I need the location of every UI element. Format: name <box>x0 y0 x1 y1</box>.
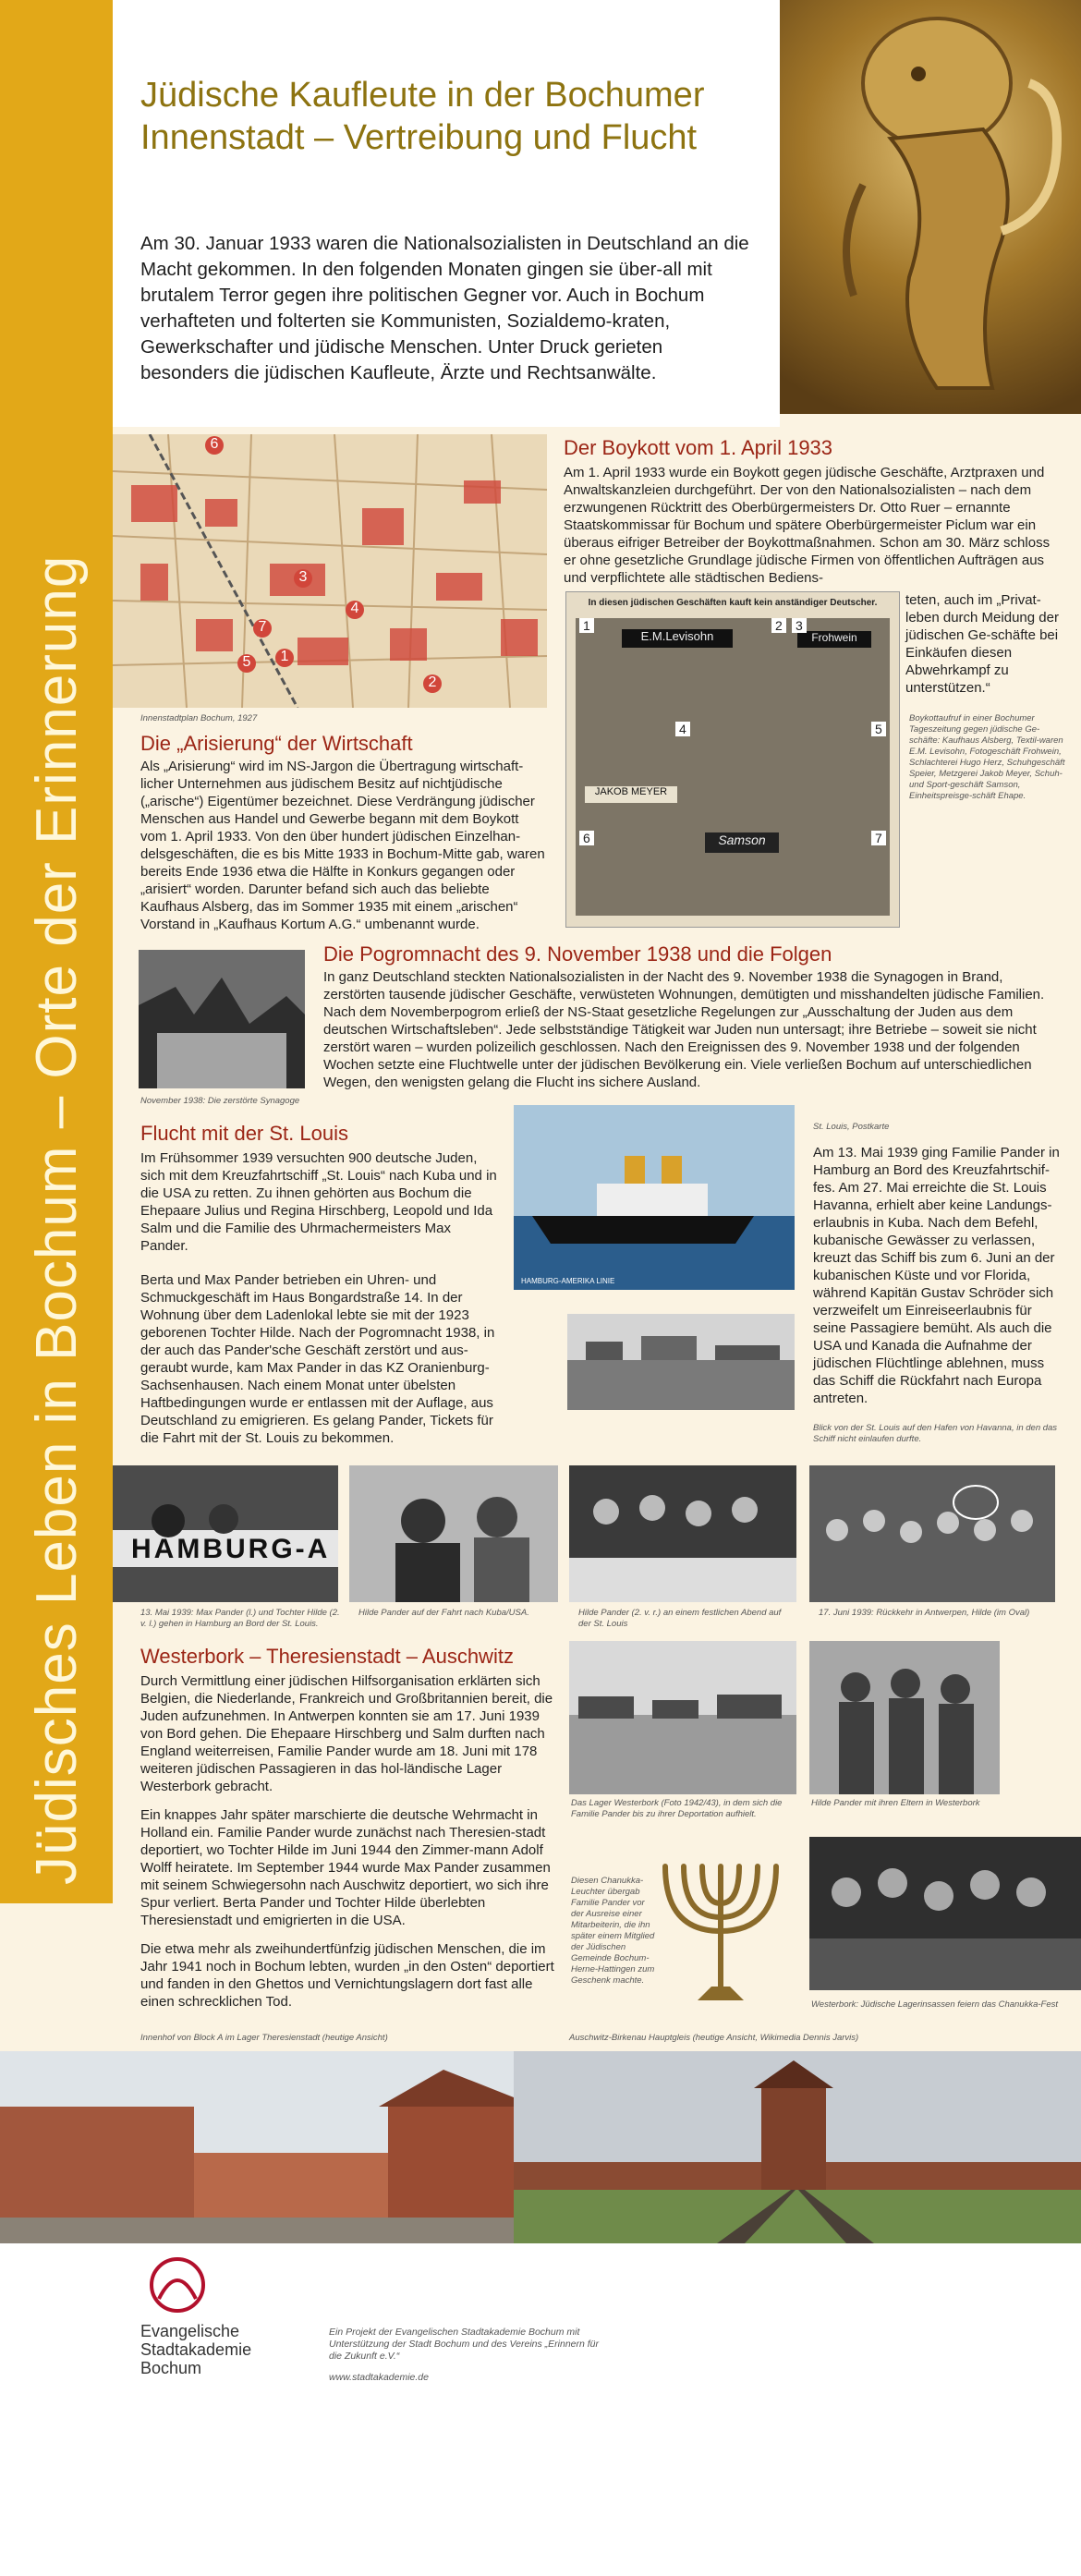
store-sign: JAKOB MEYER <box>585 786 677 803</box>
westerbork-section <box>140 1645 554 2011</box>
boycott-heading: Der Boykott vom 1. April 1933 <box>564 436 833 459</box>
logo-line: Stadtakademie <box>140 2340 252 2359</box>
camp-caption: Das Lager Westerbork (Foto 1942/43), in dem sich die Familie Pander bis zu ihrer Deportation aufhielt. <box>571 1798 783 1819</box>
aryanization-text: Als „Arisierung“ wird im NS-Jargon die Übertragung wirtschaft-licher Unternehmen aus jüdischem Besitz auf nichtjüdische („arische“) Eigentümer bezeichnet. Diese Verdrängung jüdischer Menschen aus Handel und Gewerbe begann mit dem Boykott vom 1. April 1933. Von den über hundert jüdischen Einzelhan-delsgeschäften, die es bis Mitte 1933 in Bochum-Mitte gab, waren bereits Ende 1936 etwa die Hälfte in Konkurs gegangen oder „arisiert“ worden. Darunter befand sich auch das beliebte Kaufhaus Alsberg, das im Sommer 1935 mit einem „arischen“ Vorstand in „Kaufhaus Kortum A.G.“ umbenannt wurde. <box>140 759 545 932</box>
boycott-section <box>564 436 1063 587</box>
westerbork-text1: Durch Vermittlung einer jüdischen Hilfsorganisation erklärten sich Belgien, die Niederlande, Frankreich und Großbritannien bereit, die Juden aufzunehmen. In Antwerpen konnten sie am 17. Juni 1939 von Bord gehen. Die Ehepaare Hirschberg und Salm durften nach England weiterreisen, Familie Pander wurde am 18. Juni mit 178 weiteren jüdischen Passagieren in das hol-ländische Lager Westerbork gebracht. <box>140 1673 553 1794</box>
map-caption: Innenstadtplan Bochum, 1927 <box>140 713 258 723</box>
map-marker: 7 <box>253 619 272 638</box>
boycott-text: Am 1. April 1933 wurde ein Boykott gegen jüdische Geschäfte, Arztpraxen und Anwaltskanzleien durchgeführt. Der von den Nationalsozialisten – nach dem erzwungenen Rücktritt des Oberbürgermeisters Dr. Otto Ruer – ernannte Staatskommissar für Bochum und spätere Oberbürgermeister Piclum war ein überaus eifriger Betreiber der Boykottmaßnahmen. Schon am 30. März schloss er ohne gesetzliche Grundlage jüdische Firmen von öffentlichen Aufträgen aus und verpflichtete alle städtischen Bediens- <box>564 465 1051 586</box>
credit-text: Ein Projekt der Evangelischen Stadtakademie Bochum mit Unterstützung der Stadt Bochum und des Vereins „Erinnern für die Zukunft e.V.“ <box>329 2327 600 2362</box>
festive-evening-photo <box>569 1465 796 1602</box>
boycott-newspaper-image <box>565 591 900 928</box>
boarding-photo <box>113 1465 338 1602</box>
westerbork-heading: Westerbork – Theresienstadt – Auschwitz <box>140 1645 514 1668</box>
westerbork-text2: Ein knappes Jahr später marschierte die deutsche Wehrmacht in Holland ein. Familie Pander wurde zunächst nach Theresien-stadt deportiert, wo Tochter Hilde im Juni 1944 den Zimmer-mann Adolf Wolff heiratete. Im September 1944 wurde Max Pander zusammen mit seinem Schwiegersohn nach Auschwitz deportiert, wo sich ihre Spur verliert. Berta Pander und Tochter Hilde überlebten Theresienstadt und emigrierten in die USA. <box>140 1807 551 1928</box>
logo-mark-icon <box>140 2253 214 2317</box>
synagogue-ruins-photo <box>139 950 305 1088</box>
store-sign: Frohwein <box>797 631 871 648</box>
collage-marker: 4 <box>675 722 690 736</box>
pogrom-heading: Die Pogromnacht des 9. November 1938 und die Folgen <box>323 942 832 966</box>
pogrom-section <box>323 942 1063 1091</box>
city-map-image <box>113 434 547 708</box>
boycott-caption: Boykottaufruf in einer Bochumer Tageszeitung gegen jüdische Ge-schäfte: Kaufhaus Alsberg, Textil-waren E.M. Levisohn, Fotogeschäft Frohwein, Schlachterei Hugo Herz, Schuhgeschäft Speier, Metzgerei Jakob Meyer, Schuh- und Sport-geschäft Samson, Einheitspreisge-schäft Ehape. <box>909 713 1065 801</box>
pander-parents-photo <box>809 1641 1000 1794</box>
lion-relief-image <box>780 0 1081 414</box>
chanukka-caption: Westerbork: Jüdische Lagerinsassen feiern das Chanukka-Fest <box>811 1999 1059 2010</box>
synagogue-caption: November 1938: Die zerstörte Synagoge <box>140 1096 300 1106</box>
store-sign: E.M.Levisohn <box>622 629 733 648</box>
aryanization-heading: Die „Arisierung“ der Wirtschaft <box>140 732 413 755</box>
store-sign: Samson <box>705 832 779 853</box>
antwerp-return-photo <box>809 1465 1055 1602</box>
map-marker: 3 <box>294 569 312 588</box>
parents-caption: Hilde Pander mit ihren Eltern in Westerbork <box>811 1798 980 1808</box>
westerbork-camp-photo <box>569 1641 796 1794</box>
havana-harbor-photo <box>567 1314 795 1410</box>
postcard-caption: St. Louis, Postkarte <box>813 1122 890 1132</box>
stadtakademie-logo <box>140 2253 325 2400</box>
collage-marker: 7 <box>871 831 886 845</box>
page-title: Jüdische Kaufleute in der Bochumer Innenstadt – Vertreibung und Flucht <box>140 76 705 157</box>
aryanization-section <box>140 732 547 933</box>
website-link[interactable]: www.stadtakademie.de <box>329 2372 429 2383</box>
photo-caption: Hilde Pander auf der Fahrt nach Kuba/USA. <box>358 1608 529 1618</box>
theresienstadt-caption: Innenhof von Block A im Lager Theresienstadt (heutige Ansicht) <box>140 2033 388 2043</box>
st-louis-text2: Berta und Max Pander betrieben ein Uhren- und Schmuckgeschäft im Haus Bongardstraße 14. In der Wohnung über dem Ladenlokal lebte sie mit der 1923 geborenen Tochter Hilde. Nach der Pogromnacht 1938, in der auch das Pander'sche Geschäft zerstört und aus-geraubt wurde, kam Max Pander in das KZ Oranienburg-Sachsenhausen. Nach einem Monat unter übelsten Haftbedingungen wurde er entlassen mit der Auflage, aus Deutschland zu emigrieren. Es gelang Pander, Tickets für die Fahrt mit der St. Louis zu bekommen. <box>140 1272 495 1446</box>
map-marker: 6 <box>205 436 224 455</box>
footer-credit <box>329 2327 606 2384</box>
st-louis-text: Im Frühsommer 1939 versuchten 900 deutsche Juden, sich mit dem Kreuzfahrtschiff „St. Louis“ nach Kuba und in die USA zu retten. Zu ihnen gehörten aus Bochum die Ehepaare Julius und Regina Hirschberg, Leopold und Ida Salm und die Familie des Uhrmachermeisters Max Pander. <box>140 1150 497 1254</box>
boycott-text-cont: teten, auch im „Privat-leben durch Meidung der jüdischen Ge-schäfte bei Einkäufen diesen Abwehrkampf zu unterstützen.“ <box>905 592 1059 696</box>
photo-caption: 13. Mai 1939: Max Pander (l.) und Tochter Hilde (2. v. l.) gehen in Hamburg an Bord der St. Louis. <box>140 1608 340 1629</box>
sidebar-band <box>0 0 113 1903</box>
havana-caption: Blick von der St. Louis auf den Hafen von Havanna, in den das Schiff nicht einlaufen durfte. <box>813 1423 1058 1444</box>
map-marker: 5 <box>237 654 256 673</box>
birkenau-gate-photo <box>514 2051 1081 2243</box>
map-marker: 1 <box>275 649 294 667</box>
collage-marker: 2 <box>771 618 786 633</box>
postcard-line: HAMBURG-AMERIKA LINIE <box>521 1277 615 1285</box>
logo-line: Bochum <box>140 2359 202 2377</box>
newspaper-header: In diesen jüdischen Geschäften kauft kein anständiger Deutscher. <box>588 598 878 608</box>
photo-caption: 17. Juni 1939: Rückkehr in Antwerpen, Hilde (im Oval) <box>819 1608 1030 1618</box>
map-marker: 4 <box>346 601 364 619</box>
hilde-deck-photo <box>349 1465 558 1602</box>
chanukka-celebration-photo <box>809 1837 1081 1990</box>
photo-caption: Hilde Pander (2. v. r.) an einem festlichen Abend auf der St. Louis <box>578 1608 782 1629</box>
collage-marker: 5 <box>871 722 886 736</box>
menorah-caption: Diesen Chanukka-Leuchter übergab Familie Pander vor der Ausreise einer Mitarbeiterin, die ihn später einem Mitglied der Jüdischen Gemeinde Bochum-Herne-Hattingen zum Geschenk machte. <box>571 1876 655 1986</box>
logo-line: Evangelische <box>140 2322 240 2340</box>
sidebar-title: Jüdisches Leben in Bochum – Orte der Erinnerung <box>24 554 89 1885</box>
ship-postcard-image <box>514 1105 795 1290</box>
map-marker: 2 <box>423 674 442 693</box>
intro-text: Am 30. Januar 1933 waren die Nationalsozialisten in Deutschland an die Macht gekommen. In den folgenden Monaten gingen sie über-all mit brutalem Terror gegen ihre politischen Gegner vor. Auch in Bochum verhafteten und folterten sie Kommunisten, Sozialdemo-kraten, Gewerkschafter und jüdische Menschen. Unter Druck gerieten besonders die jüdischen Kaufleute, Ärzte und Rechtsanwälte. <box>140 233 749 383</box>
auschwitz-caption: Auschwitz-Birkenau Hauptgleis (heutige Ansicht, Wikimedia Dennis Jarvis) <box>569 2033 859 2043</box>
st-louis-right-text: Am 13. Mai 1939 ging Familie Pander in Hamburg an Bord des Kreuzfahrtschif-fes. Am 27. Mai erreichte die St. Louis Havanna, erhielt aber keine Landungs-erlaubnis in Kuba. Nach dem Befehl, kubanische Gewässer zu verlassen, kreuzt das Schiff bis zum 6. Juni an der kubanischen Küste und vor Florida, während Kapitän Gustav Schröder sich verzweifelt um Einreiseerlaubnis für seine Passagiere bemüht. Als auch die USA und Kanada die Aufnahme der jüdischen Flüchtlinge ablehnen, muss das Schiff die Rückfahrt nach Europa antreten. <box>813 1145 1060 1406</box>
westerbork-text3: Die etwa mehr als zweihundertfünfzig jüdischen Menschen, die im Jahr 1941 noch in Bochum lebten, wurden „in den Osten“ deportiert und fanden in den Ghettos und Vernichtungslagern dort fast alle einen schrecklichen Tod. <box>140 1941 554 2010</box>
collage-marker: 3 <box>792 618 807 633</box>
chanukka-menorah-image <box>647 1829 795 2005</box>
collage-marker: 6 <box>579 831 594 845</box>
theresienstadt-courtyard-photo <box>0 2051 514 2243</box>
pogrom-text: In ganz Deutschland steckten Nationalsozialisten in der Nacht des 9. November 1938 die Synagogen in Brand, zerstörten tausende jüdischer Geschäfte, verwüsteten Wohnungen, demütigten und misshandelten jüdische Familien. Nach dem Novemberpogrom erließ der NS-Staat gesetzliche Regelungen zur „Ausschaltung der Juden aus dem deutschen Wirtschaftsleben“. Jede selbstständige Tätigkeit war Juden nun untersagt; ihre Betriebe – soweit sie nicht zerstört waren – wurden polizeilich geschlossen. Nach den Ereignissen des 9. November 1938 und der folgenden Wochen setzte eine Fluchtwelle unter der jüdischen Bevölkerung ein. Viele verließen Bochum auf unterschiedlichen Wegen, den wenigsten gelang die Flucht ins sichere Ausland. <box>323 969 1045 1090</box>
hamburg-sign: HAMBURG-A <box>131 1534 331 1564</box>
st-louis-heading: Flucht mit der St. Louis <box>140 1122 348 1145</box>
collage-marker: 1 <box>579 618 594 633</box>
st-louis-section <box>140 1122 501 1447</box>
